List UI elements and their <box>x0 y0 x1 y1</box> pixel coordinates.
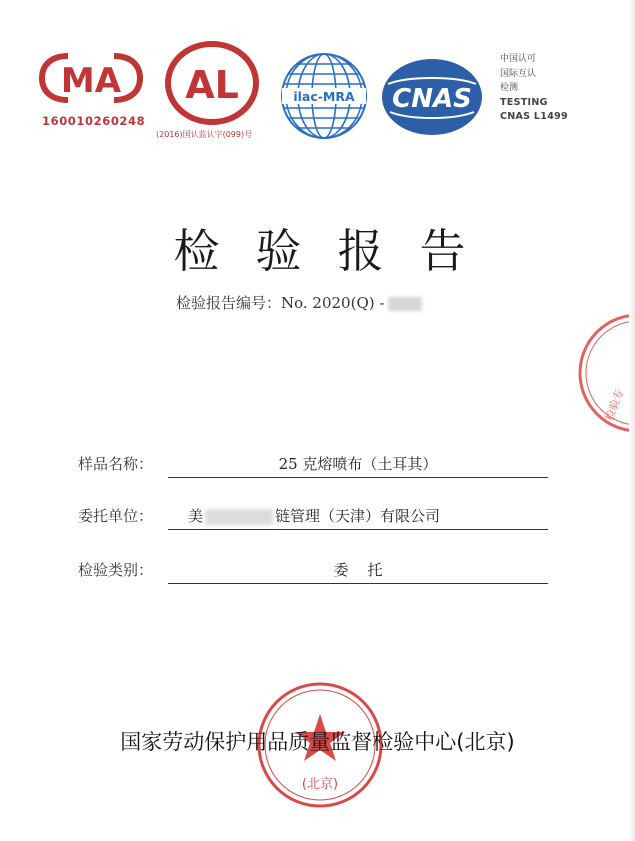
cnas-accreditation-text <box>500 52 568 125</box>
report-number <box>176 292 422 313</box>
redacted-client-name <box>205 509 273 525</box>
field-underline <box>168 477 548 478</box>
report-title: 检验报告 <box>173 224 502 278</box>
cnas-logo <box>378 54 486 140</box>
client-label: 委托单位： <box>78 507 154 525</box>
cnas-side-line: CNAS L1499 <box>500 111 568 122</box>
cnas-side-line: TESTING <box>500 96 548 108</box>
field-underline <box>168 583 548 584</box>
ilac-mra-logo <box>278 50 370 142</box>
client-value <box>188 505 548 526</box>
cma-mark-icon <box>38 50 144 106</box>
cma-mark-text: MA <box>60 61 122 101</box>
cnas-side-line: 中国认可 <box>500 54 537 64</box>
client-value-start: 美 <box>188 507 204 525</box>
cal-logo <box>150 40 270 145</box>
redacted-number <box>388 297 422 311</box>
seal-edge-text: 检验专 <box>602 387 627 423</box>
client-value-end: 链管理（天津）有限公司 <box>275 507 441 525</box>
ilac-mark-text: ilac-MRA <box>293 89 355 104</box>
cnas-mark-text: CNAS <box>392 84 472 114</box>
page-edge <box>629 0 635 841</box>
cnas-mark-icon <box>378 54 486 140</box>
sample-name-value: 25 克熔喷布（土耳其） <box>278 455 438 473</box>
seal-center-text: (北京) <box>301 777 339 792</box>
cma-number: 160010260248 <box>42 114 146 128</box>
cal-mark-icon <box>164 40 260 126</box>
inspection-type-row <box>78 556 548 586</box>
accreditation-logos <box>30 40 610 150</box>
ilac-globe-icon <box>278 50 370 142</box>
field-underline <box>168 529 548 530</box>
sample-name-row <box>78 450 548 480</box>
cma-logo <box>38 50 148 140</box>
client-row <box>78 502 548 532</box>
cal-caption: (2016)国认监认字(099)号 <box>156 130 253 139</box>
cal-mark-text: AL <box>185 63 239 107</box>
cnas-side-line: 检测 <box>500 83 519 93</box>
partial-seal-icon <box>570 308 635 438</box>
inspection-type-value: 委 托 <box>333 561 383 579</box>
sample-name-label: 样品名称： <box>78 455 154 473</box>
inspection-type-label: 检验类别： <box>78 561 154 579</box>
cnas-side-line: 国际互认 <box>500 68 537 79</box>
issuing-organization: 国家劳动保护用品质量监督检验中心(北京) <box>120 730 515 754</box>
report-number-label: 检验报告编号：No. 2020(Q) - <box>176 294 385 312</box>
